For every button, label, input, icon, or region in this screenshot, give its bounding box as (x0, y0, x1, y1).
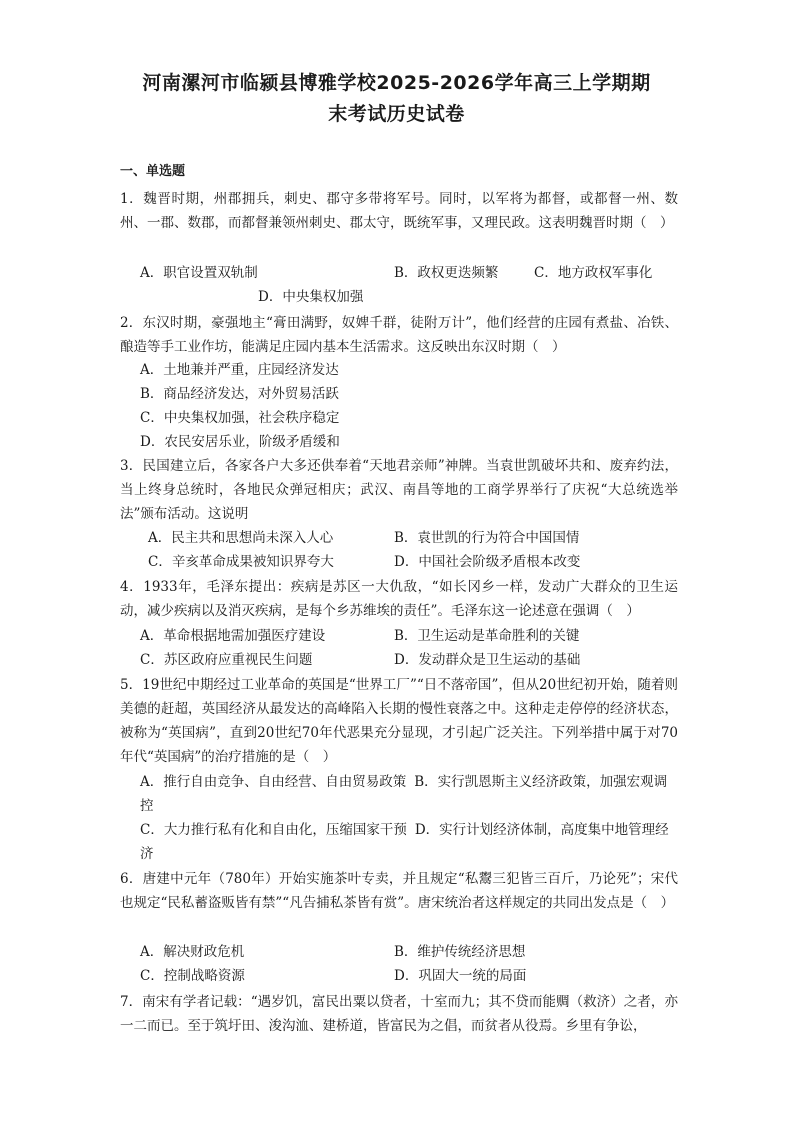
option-6a: A．解决财政危机 (140, 944, 245, 960)
question-stem-4: 4．1933年，毛泽东提出：疾病是苏区一大仇敌，“如长冈乡一样，发动广大群众的卫生运动，减少疾病以及消灭疾病，是每个乡苏维埃的责任”。毛泽东这一论述意在强调（ ） (120, 579, 678, 619)
option-3d: D．中国社会阶级矛盾根本改变 (394, 554, 581, 570)
option-5b: B．实行凯恩斯主义经济政策，加强宏观调控 (140, 774, 668, 814)
option-2a: A．土地兼并严重，庄园经济发达 (140, 362, 339, 378)
exam-title-line1: 河南漯河市临颍县博雅学校2025-2026学年高三上学期期 (142, 72, 651, 94)
option-1a: A．职官设置双轨制 (140, 265, 258, 281)
option-3c: C．辛亥革命成果被知识界夸大 (148, 554, 334, 570)
option-4d: D．发动群众是卫生运动的基础 (394, 652, 581, 668)
option-5a-5b (140, 770, 674, 818)
option-2b: B．商品经济发达，对外贸易活跃 (140, 386, 339, 402)
option-6b: B．维护传统经济思想 (394, 944, 526, 960)
question-stem-1: 1．魏晋时期，州郡拥兵，刺史、郡守多带将军号。同时，以军将为都督，或都督一州、数州、一郡、数郡，而都督兼领州刺史、郡太守，既统军事，又理民政。这表明魏晋时期（ ） (120, 191, 678, 231)
option-1c: C．地方政权军事化 (534, 265, 653, 281)
option-1d: D．中央集权加强 (258, 289, 364, 305)
section-heading: 一、单选题 (120, 164, 186, 179)
option-5d: D．实行计划经济体制，高度集中地管理经济 (140, 822, 669, 862)
option-5c-5d (140, 818, 674, 866)
question-stem-6: 6．唐建中元年（780年）开始实施茶叶专卖，并且规定“私鬻三犯皆三百斤，乃论死”；宋代也规定“民私蓄盗贩皆有禁”“凡告捕私茶皆有赏”。唐宋统治者这样规定的共同出发点是（ ） (120, 871, 678, 911)
option-4a: A．革命根据地需加强医疗建设 (140, 628, 326, 644)
option-3b: B．袁世凯的行为符合中国国情 (394, 530, 580, 546)
option-4c: C．苏区政府应重视民生问题 (140, 652, 313, 668)
option-5a: A．推行自由竞争、自由经营、自由贸易政策 (140, 774, 407, 790)
question-stem-3: 3．民国建立后，各家各户大多还供奉着“天地君亲师”神牌。当袁世凯破坏共和、废弃约法，当上终身总统时，各地民众弹冠相庆；武汉、南昌等地的工商学界举行了庆祝“大总统选举法”颁布活动。这说明 (120, 458, 678, 522)
exam-title-line2: 末考试历史试卷 (328, 103, 465, 125)
option-6d: D．巩固大一统的局面 (394, 968, 527, 984)
option-2d: D．农民安居乐业，阶级矛盾缓和 (140, 434, 340, 450)
option-1b: B．政权更迭频繁 (394, 265, 499, 281)
option-2c: C．中央集权加强，社会秩序稳定 (140, 410, 340, 426)
question-stem-7: 7．南宋有学者记载：“遇岁饥，富民出粟以贷者，十室而九；其不贷而能赒（救济）之者，亦一二而已。至于筑圩田、浚沟洫、建桥道，皆富民为之倡，而贫者从役焉。乡里有争讼， (120, 994, 678, 1034)
option-4b: B．卫生运动是革命胜利的关键 (394, 628, 580, 644)
option-5c: C．大力推行私有化和自由化，压缩国家干预 (140, 822, 407, 838)
question-stem-2: 2．东汉时期，豪强地主“膏田满野，奴婢千群，徒附万计”，他们经营的庄园有煮盐、冶铁、酿造等手工业作坊，能满足庄园内基本生活需求。这反映出东汉时期（ ） (120, 315, 678, 355)
option-3a: A．民主共和思想尚未深入人心 (148, 530, 334, 546)
question-stem-5: 5．19世纪中期经过工业革命的英国是“世界工厂”“日不落帝国”，但从20世纪初开始，随着则美德的赶超，英国经济从最发达的高峰陷入长期的慢性衰落之中。这种走走停停的经济状态，被称为“英国病”，直到20世纪70年代恶果充分显现，才引起广泛关注。下列举措中属于对70年代“英国病”的治疗措施的是（ ） (120, 677, 678, 765)
option-6c: C．控制战略资源 (140, 968, 245, 984)
